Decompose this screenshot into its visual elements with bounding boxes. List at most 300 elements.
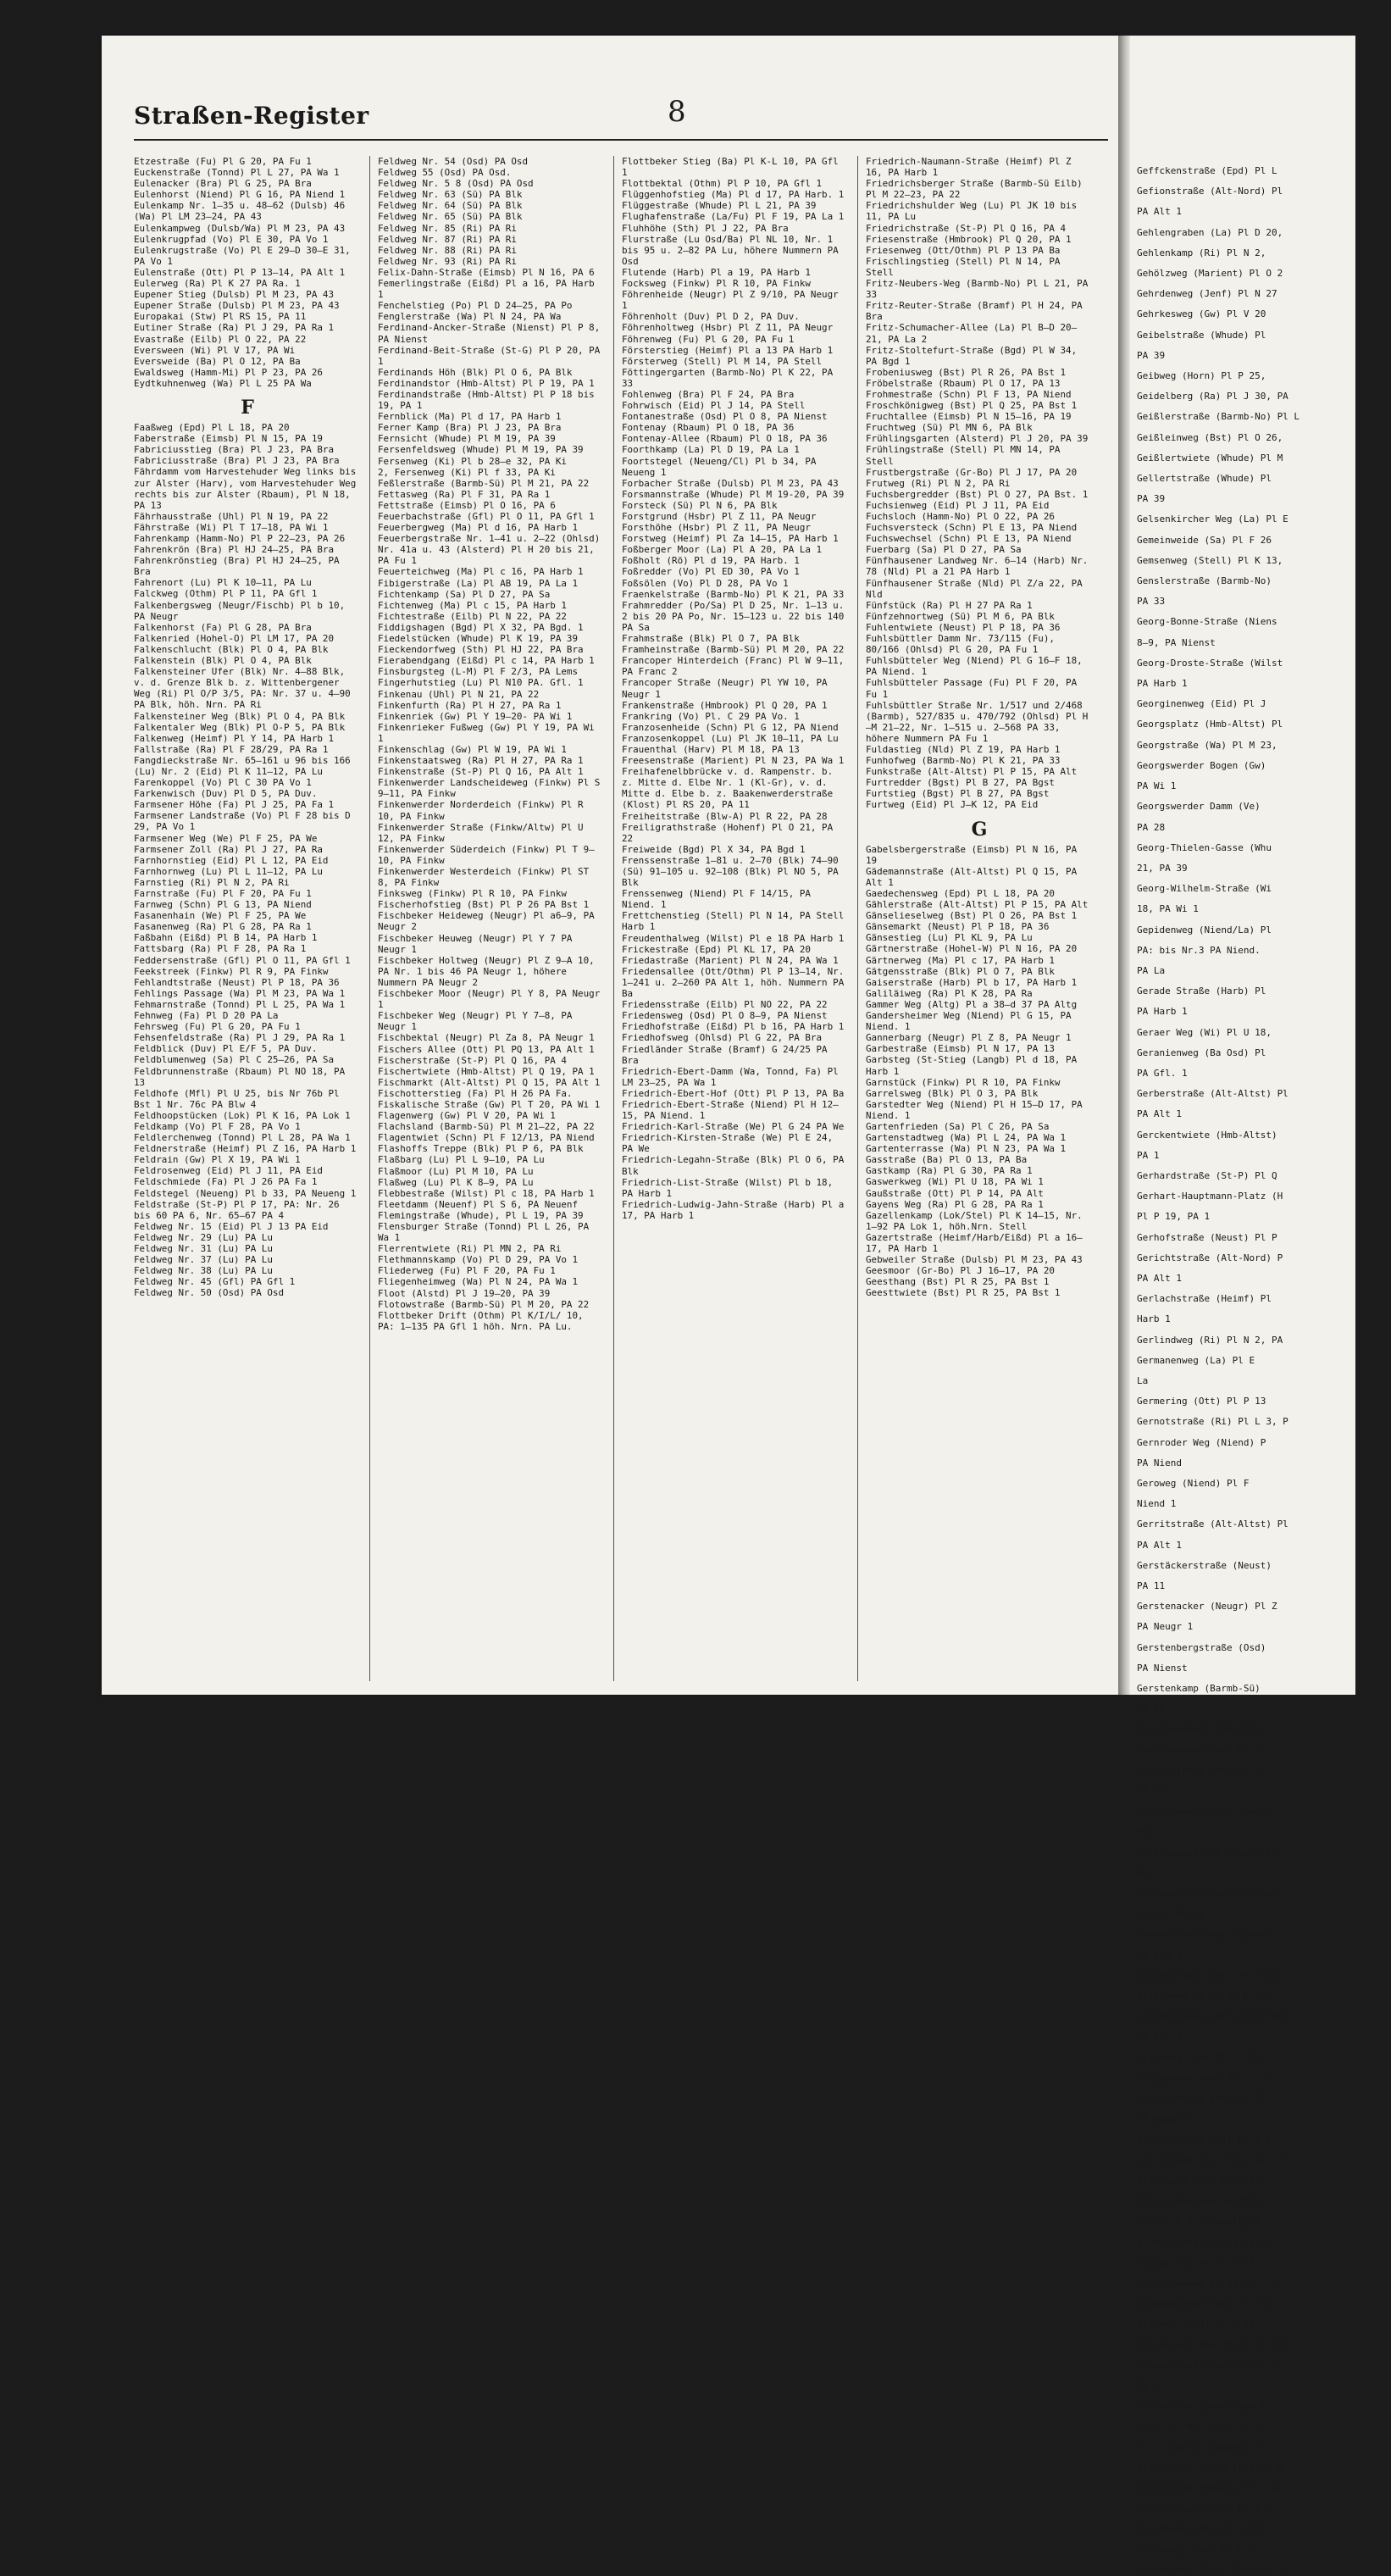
directory-entry: Eulerweg (Ra) Pl K 27 PA Ra. 1 bbox=[134, 278, 301, 290]
directory-entry: Harb 1 bbox=[1137, 1313, 1171, 1325]
directory-entry: Freiweide (Bgd) Pl X 34, PA Bgd 1 bbox=[622, 843, 806, 855]
directory-entry: Gänsestieg (Lu) Pl KL 9, PA Lu bbox=[866, 932, 1033, 944]
directory-entry: Geidelberg (Ra) Pl J 30, PA bbox=[1137, 391, 1288, 402]
directory-entry: Feldweg Nr. 15 (Eid) Pl J 13 PA Eid bbox=[134, 1220, 329, 1232]
directory-entry: Fritz-Schumacher-Allee (La) Pl B—D 20—21, PA La 2 bbox=[866, 322, 1078, 345]
directory-entry: Pl P 19, PA 1 bbox=[1137, 1211, 1211, 1223]
directory-entry: Fahrenkrön (Bra) Pl HJ 24—25, PA Bra bbox=[134, 544, 335, 556]
directory-entry: Gätgensstraße (Blk) Pl O 7, PA Blk bbox=[866, 965, 1055, 977]
directory-entry: Fehrsweg (Fu) Pl G 20, PA Fu 1 bbox=[134, 1021, 301, 1033]
directory-entry: Freudenthalweg (Wilst) Pl e 18 PA Harb 1 bbox=[622, 932, 845, 944]
directory-entry: Flottbeker Drift (Othm) Pl K/I/L/ 10, PA: 1—135 PA Gfl 1 höh. Nrn. PA Lu. bbox=[378, 1309, 584, 1332]
directory-entry: Farmsener Weg (We) Pl F 25, PA We bbox=[134, 832, 318, 844]
directory-entry: Finkenrieker Fußweg (Gw) Pl Y 19, PA Wi 1 bbox=[378, 721, 595, 744]
directory-entry: Georgswerder Damm (Ve) bbox=[1137, 801, 1261, 813]
directory-entry: Geroweg (Niend) Pl F bbox=[1137, 1478, 1250, 1489]
directory-entry: Gernotstraße (Ri) Pl L 3, P bbox=[1137, 1416, 1288, 1428]
directory-entry: Glindersweg (Bgd) Pl W 3 bbox=[1137, 2503, 1272, 2515]
directory-entry: PA: bis Nr.3 PA Niend. bbox=[1137, 944, 1261, 956]
directory-entry: Gasstraße (Ba) Pl O 13, PA Ba bbox=[866, 1154, 1028, 1166]
directory-entry: Friedrich-Ebert-Damm (Wa, Tonnd, Fa) Pl LM 23—25, PA Wa 1 bbox=[622, 1065, 839, 1088]
directory-entry: Feldrain (Gw) Pl X 19, PA Wi 1 bbox=[134, 1154, 301, 1166]
directory-entry: Falkenhorst (Fa) Pl G 28, PA Bra bbox=[134, 621, 312, 633]
directory-entry: Funhofweg (Barmb-No) Pl K 21, PA 33 bbox=[866, 755, 1061, 767]
directory-entry: Furtweg (Eid) Pl J—K 12, PA Eid bbox=[866, 799, 1039, 811]
directory-entry: Feldweg Nr. 93 (Ri) PA Ri bbox=[378, 255, 517, 267]
directory-entry: Gazertstraße (Heimf/Harb/Eißd) Pl a 16—17, PA Harb 1 bbox=[866, 1231, 1083, 1254]
directory-entry: Giselaweg (Fu) Pl F 19, bbox=[1137, 2174, 1266, 2186]
directory-entry: Eydtkuhnenweg (Wa) Pl L 25 PA Wa bbox=[134, 377, 312, 389]
directory-entry: Feldbrunnenstraße (Rbaum) Pl NO 18, PA 13 bbox=[134, 1065, 346, 1088]
directory-entry: Fliegenheimweg (Wa) Pl N 24, PA Wa 1 bbox=[378, 1276, 579, 1288]
directory-entry: Eupener Stieg (Dulsb) Pl M 23, PA 43 bbox=[134, 289, 335, 301]
directory-entry: Feldstraße (St-P) Pl P 17, PA: Nr. 26 bis 60 PA 6, Nr. 65—67 PA 4 bbox=[134, 1198, 340, 1221]
directory-entry: Fischers Allee (Ott) Pl PQ 13, PA Alt 1 bbox=[378, 1043, 595, 1055]
directory-entry: Friedrich-Legahn-Straße (Blk) Pl O 6, PA Blk bbox=[622, 1154, 845, 1177]
directory-entry: Farnhornweg (Lu) Pl L 11—12, PA Lu bbox=[134, 865, 323, 877]
directory-entry: Fischerstraße (St-P) Pl Q 16, PA 4 bbox=[378, 1054, 567, 1066]
directory-entry: Finkenwerder Norderdeich (Finkw) Pl R 10, PA Finkw bbox=[378, 799, 584, 822]
directory-entry: Framheinstraße (Barmb-Sü) Pl M 20, PA 22 bbox=[622, 644, 845, 656]
directory-entry: Feuerbergstraße Nr. 1—41 u. 2—22 (Ohlsd) Nr. 41a u. 43 (Alsterd) Pl H 20 bis 21, PA Fu 1 bbox=[378, 533, 601, 567]
directory-entry: Gählerstraße (Alt-Altst) Pl P 15, PA Alt bbox=[866, 899, 1089, 911]
directory-entry: Finkenfurth (Ra) Pl H 27, PA Ra 1 bbox=[378, 699, 562, 711]
directory-entry: Falkenschlucht (Blk) Pl O 4, PA Blk bbox=[134, 643, 329, 655]
directory-entry: Falkenbergsweg (Neugr/Fischb) Pl b 10, PA Neugr bbox=[134, 599, 346, 622]
directory-entry: Fiddigshagen (Bgd) Pl X 32, PA Bgd. 1 bbox=[378, 621, 584, 633]
directory-entry: Gertrudenstraße (Hmb-Alts bbox=[1137, 1846, 1277, 1858]
directory-entry: Gärtnerstraße (Hohel-W) Pl N 16, PA 20 bbox=[866, 943, 1078, 955]
directory-entry: Georg-Wilhelm-Straße (Wi bbox=[1137, 883, 1272, 895]
directory-entry: Farnstraße (Fu) Pl F 20, PA Fu 1 bbox=[134, 888, 312, 899]
header-rule bbox=[134, 139, 1108, 141]
directory-entry: Fohrwisch (Eid) Pl J 14, PA Stell bbox=[622, 400, 806, 412]
directory-entry: Feldweg Nr. 64 (Sü) PA Blk bbox=[378, 200, 523, 212]
directory-entry: Friedrich-List-Straße (Wilst) Pl b 18, PA Harb 1 bbox=[622, 1176, 834, 1199]
directory-entry: PA Harb 1 bbox=[1137, 1006, 1188, 1018]
directory-entry: Gartenstadtweg (Wa) Pl L 24, PA Wa 1 bbox=[866, 1132, 1067, 1144]
directory-entry: Feldweg Nr. 54 (Osd) PA Osd bbox=[378, 156, 529, 167]
directory-entry: Friedrich-Ebert-Hof (Ott) Pl P 13, PA Ba bbox=[622, 1087, 845, 1099]
directory-entry: Gaußstraße (Ott) Pl P 14, PA Alt bbox=[866, 1187, 1044, 1199]
directory-entry: Friedensweg (Osd) Pl O 8—9, PA Nienst bbox=[622, 1010, 828, 1022]
directory-entry: Gildeweg (Sa) Pl. F 26 bbox=[1137, 2051, 1261, 2063]
directory-entry: Föhrenweg (Fu) Pl G 20, PA Fu 1 bbox=[622, 333, 795, 345]
directory-entry: Felix-Dahn-Straße (Eimsb) Pl N 16, PA 6 bbox=[378, 266, 595, 278]
directory-entry: Fröbelstraße (Rbaum) Pl O 17, PA 13 bbox=[866, 377, 1061, 389]
directory-entry: Fontenay (Rbaum) Pl O 18, PA 36 bbox=[622, 422, 795, 434]
directory-entry: straße (St-P) Pl P 17, bbox=[1137, 2257, 1261, 2268]
directory-entry: Georgswerder Bogen (Gw) bbox=[1137, 759, 1266, 771]
directory-entry: Flottbeker Stieg (Ba) Pl K-L 10, PA Gfl 1 bbox=[622, 156, 839, 179]
directory-entry: Feldweg Nr. 37 (Lu) PA Lu bbox=[134, 1254, 273, 1266]
directory-entry: Finkenwerder Landscheideweg (Finkw) Pl S 9—11, PA Finkw bbox=[378, 777, 601, 800]
directory-entry: Geißlertwiete (Whude) Pl M bbox=[1137, 452, 1283, 464]
page-fold bbox=[1118, 36, 1130, 1695]
directory-entry: Fersenfeldsweg (Whude) Pl M 19, PA 39 bbox=[378, 444, 584, 456]
directory-entry: Flagenwerg (Gw) Pl V 20, PA Wi 1 bbox=[378, 1110, 556, 1122]
directory-entry: Gerritstraße (Alt-Altst) Pl bbox=[1137, 1518, 1288, 1530]
directory-entry: Eulenkampweg (Dulsb/Wa) Pl M 23, PA 43 bbox=[134, 222, 346, 234]
directory-entry: PA La bbox=[1137, 964, 1166, 976]
directory-entry: Foßholt (Rö) Pl d 19, PA Harb. 1 bbox=[622, 555, 800, 567]
directory-entry: Feldweg Nr. 63 (Sü) PA Blk bbox=[378, 189, 523, 201]
directory-entry: Gehrdenweg (Jenf) Pl N 27 bbox=[1137, 288, 1277, 300]
directory-entry: Fehsenfeldstraße (Ra) Pl J 29, PA Ra 1 bbox=[134, 1032, 346, 1044]
directory-entry: Feldblumenweg (Sa) Pl C 25—26, PA Sa bbox=[134, 1054, 335, 1066]
directory-entry: Fuchsloch (Hamm-No) Pl O 22, PA 26 bbox=[866, 511, 1055, 522]
directory-entry: Fleetdamm (Neuenf) Pl S 6, PA Neuenf bbox=[378, 1198, 579, 1210]
directory-entry: Feldkamp (Vo) Pl F 28, PA Vo 1 bbox=[134, 1120, 301, 1132]
directory-entry: Fuchsversteck (Schn) Pl E 13, PA Niend bbox=[866, 522, 1078, 534]
directory-entry: Georgstraße (Wa) Pl M 23, bbox=[1137, 739, 1277, 751]
directory-entry: rechts b z Stevekingpl bbox=[1137, 2216, 1261, 2228]
directory-entry: Fontenay-Allee (Rbaum) Pl O 18, PA 36 bbox=[622, 433, 828, 445]
directory-entry: Glashüttenstraße (St-P) Pl bbox=[1137, 2359, 1283, 2371]
directory-entry: Fischbeker Weg (Neugr) Pl Y 7—8, PA Neugr 1 bbox=[378, 1010, 573, 1033]
column-divider bbox=[613, 156, 614, 1681]
column-2 bbox=[378, 156, 605, 1681]
directory-entry: Ginsterstieg (Ri) Pl N 2, bbox=[1137, 2134, 1277, 2146]
directory-entry: Fährstraße (Wi) Pl T 17—18, PA Wi 1 bbox=[134, 521, 329, 533]
directory-entry: Finksweg (Finkw) Pl R 10, PA Finkw bbox=[378, 888, 567, 900]
directory-entry: Friesenweg (Ott/Othm) Pl P 13 PA Ba bbox=[866, 244, 1061, 256]
directory-entry: Germering (Ott) Pl P 13 bbox=[1137, 1396, 1266, 1407]
directory-entry: Flüggestraße (Whude) Pl L 21, PA 39 bbox=[622, 200, 817, 212]
directory-entry: Glindkamp (Ra) Pl G 30 bbox=[1137, 2523, 1261, 2535]
directory-entry: Fuchsbergredder (Bst) Pl O 27, PA Bst. 1 bbox=[866, 488, 1089, 500]
directory-entry: Fuhlsbütteler Weg (Niend) Pl G 16—F 18, PA Niend. 1 bbox=[866, 655, 1083, 678]
directory-entry: PA Alt 1 bbox=[1137, 206, 1182, 218]
directory-entry: Gazellenkamp (Lok/Stel) Pl K 14—15, Nr. 1—92 PA Lok 1, höh.Nrn. Stell bbox=[866, 1209, 1083, 1232]
directory-entry: Feldweg Nr. 38 (Lu) PA Lu bbox=[134, 1265, 273, 1277]
directory-entry: Forsmannstraße (Whude) Pl M 19-20, PA 39 bbox=[622, 488, 845, 500]
directory-entry: Fuerbarg (Sa) Pl D 27, PA Sa bbox=[866, 544, 1022, 556]
directory-entry: Foßredder (Vo) Pl ED 30, PA Vo 1 bbox=[622, 566, 800, 578]
directory-entry: Geißlerstraße (Barmb-No) Pl L bbox=[1137, 411, 1300, 423]
directory-entry: PA Neugr 1 bbox=[1137, 1621, 1194, 1633]
directory-entry: Gerstenkamp (Barmb-Sü) bbox=[1137, 1683, 1261, 1695]
directory-entry: Gemsenweg (Stell) Pl K 13, bbox=[1137, 554, 1283, 566]
directory-entry: Friedhofsweg (Ohlsd) Pl G 22, PA Bra bbox=[622, 1032, 823, 1044]
directory-entry: Gernroder Weg (Niend) P bbox=[1137, 1436, 1266, 1448]
directory-entry: Fahrenkrönstieg (Bra) Pl HJ 24—25, PA Bra bbox=[134, 555, 340, 578]
directory-entry: Evastraße (Eilb) Pl O 22, PA 22 bbox=[134, 333, 307, 345]
directory-entry: Euckenstraße (Tonnd) Pl L 27, PA Wa 1 bbox=[134, 167, 340, 179]
directory-entry: Gilberstraße (Alt-Altst/Sül bbox=[1137, 2011, 1288, 2023]
directory-entry: Fuhlsbütteler Passage (Fu) Pl F 20, PA Fu 1 bbox=[866, 677, 1078, 700]
directory-entry: Fischbeker Holtweg (Neugr) Pl Z 9—A 10, PA Nr. 1 bis 46 PA Neugr 1, höhere Nummern PA Neugr 2 bbox=[378, 954, 595, 988]
directory-entry: Fahrenkamp (Hamm-No) Pl P 22—23, PA 26 bbox=[134, 533, 346, 544]
directory-entry: Focksweg (Finkw) Pl R 10, PA Finkw bbox=[622, 278, 811, 290]
directory-entry: Fichtenkamp (Sa) Pl D 27, PA Sa bbox=[378, 588, 551, 600]
directory-entry: Fieckendorfweg (Sth) Pl HJ 22, PA Bra bbox=[378, 644, 584, 656]
directory-entry: Georg-Droste-Straße (Wilst bbox=[1137, 657, 1283, 669]
directory-entry: Fluhhöhe (Sth) Pl J 22, PA Bra bbox=[622, 222, 789, 234]
directory-entry: Geesmoor (Gr-Bo) Pl J 16—17, PA 20 bbox=[866, 1265, 1055, 1277]
directory-entry: Eulenhorst (Niend) Pl G 16, PA Niend 1 bbox=[134, 189, 346, 201]
directory-entry: Fünfhausener Straße (Nld) Pl Z/a 22, PA Nld bbox=[866, 577, 1083, 600]
directory-entry: Friedensallee (Ott/Othm) Pl P 13—14, Nr. 1—241 u. 2—260 PA Alt 1, höh. Nummern PA Ba bbox=[622, 965, 845, 1000]
directory-entry: Geißleinweg (Bst) Pl O 26, bbox=[1137, 431, 1283, 443]
directory-entry: Gelsenkircher Weg (La) Pl E bbox=[1137, 514, 1288, 525]
directory-entry: PA Wi 1 bbox=[1137, 780, 1177, 792]
directory-entry: Funkstraße (Alt-Altst) Pl P 15, PA Alt bbox=[866, 766, 1078, 778]
directory-entry: Gefionstraße (Alt-Nord) Pl bbox=[1137, 186, 1283, 197]
directory-entry: PA Neugr 1 bbox=[1137, 2113, 1194, 2125]
directory-entry: Feuerteichweg (Ma) Pl c 16, PA Harb 1 bbox=[378, 566, 584, 578]
directory-entry: Fasanenhain (We) Pl F 25, PA We bbox=[134, 910, 307, 922]
directory-entry: Fiskalische Straße (Gw) Pl T 20, PA Wi 1 bbox=[378, 1098, 601, 1110]
directory-entry: Feldweg Nr. 85 (Ri) PA Ri bbox=[378, 222, 517, 234]
directory-entry: Gammer Weg (Altg) Pl a 38—d 37 PA Altg bbox=[866, 998, 1078, 1010]
directory-entry: Georg-Thielen-Gasse (Whu bbox=[1137, 841, 1272, 853]
directory-entry: Garbestraße (Eimsb) Pl N 17, PA 13 bbox=[866, 1043, 1055, 1055]
directory-entry: Forsthöhe (Hsbr) Pl Z 11, PA Neugr bbox=[622, 522, 811, 534]
directory-entry: Glasbergstraße (Bst) Pl P 2 bbox=[1137, 2339, 1288, 2351]
directory-entry: Farmsener Höhe (Fa) Pl J 25, PA Fa 1 bbox=[134, 799, 335, 811]
directory-entry: Gandersheimer Weg (Niend) Pl G 15, PA Niend. 1 bbox=[866, 1010, 1072, 1033]
directory-entry: Falkensteiner Weg (Blk) Pl O 4, PA Blk bbox=[134, 710, 346, 722]
directory-entry: Feldrosenweg (Eid) Pl J 11, PA Eid bbox=[134, 1165, 323, 1177]
directory-entry: Fünfstück (Ra) Pl H 27 PA Ra 1 bbox=[866, 599, 1033, 611]
directory-entry: Gartenterrasse (Wa) Pl N 23, PA Wa 1 bbox=[866, 1143, 1067, 1155]
directory-entry: Föhrenholt (Duv) Pl D 2, PA Duv. bbox=[622, 311, 800, 323]
directory-entry: Gerhart-Hauptmann-Platz (H bbox=[1137, 1191, 1283, 1202]
directory-entry: Fritz-Stoltefurt-Straße (Bgd) Pl W 34, PA Bgd 1 bbox=[866, 344, 1078, 367]
directory-entry: Farnweg (Schn) Pl G 13, PA Niend bbox=[134, 899, 312, 911]
directory-entry: Froschkönigweg (Bst) Pl Q 25, PA Bst 1 bbox=[866, 400, 1078, 412]
directory-entry: Finkenwerder Straße (Finkw/Altw) Pl U 12, PA Finkw bbox=[378, 821, 584, 844]
directory-entry: Frickestraße (Epd) Pl KL 17, PA 20 bbox=[622, 943, 811, 955]
directory-entry: Francoper Hinterdeich (Franc) Pl W 9—11, PA Franc 2 bbox=[622, 655, 845, 678]
directory-entry: Gaswerkweg (Wi) Pl U 18, PA Wi 1 bbox=[866, 1176, 1044, 1188]
directory-entry: Galiläiweg (Ra) Pl K 28, PA Ra bbox=[866, 987, 1033, 999]
directory-entry: Friedrich-Ludwig-Jahn-Straße (Harb) Pl a 17, PA Harb 1 bbox=[622, 1198, 845, 1221]
directory-entry: Friedrich-Karl-Straße (We) Pl G 24 PA We bbox=[622, 1121, 845, 1133]
directory-entry: Gehrkesweg (Gw) Pl V 20 bbox=[1137, 308, 1266, 320]
directory-entry: Geibelstraße (Whude) Pl bbox=[1137, 329, 1266, 341]
directory-entry: Fischbektal (Neugr) Pl Za 8, PA Neugr 1 bbox=[378, 1032, 595, 1044]
directory-entry: Falckweg (Othm) Pl P 11, PA Gfl 1 bbox=[134, 588, 318, 600]
directory-entry: Frutweg (Ri) Pl N 2, PA Ri bbox=[866, 477, 1011, 489]
directory-entry: Falkenweg (Heimf) Pl Y 14, PA Harb 1 bbox=[134, 732, 335, 744]
directory-page bbox=[102, 36, 1118, 1695]
directory-entry: Gänsemarkt (Neust) Pl P 18, PA 36 bbox=[866, 921, 1050, 933]
directory-entry: Ginsterheide (Neugr) Pl bbox=[1137, 2093, 1266, 2105]
directory-entry: Eulenkrugstraße (Vo) Pl E 29—D 30—E 31, PA Vo 1 bbox=[134, 244, 351, 267]
directory-entry: Falkensteiner Ufer (Blk) Nr. 4—88 Blk, v. d. Grenze Blk b. z. Wittenbergener Weg (Ri) Pl O/P 3/5, PA: Nr. 37 u. 4—90 PA Blk, höh. Nrn. PA Ri bbox=[134, 666, 351, 711]
directory-entry: Flaßweg (Lu) Pl K 8—9, PA Lu bbox=[378, 1176, 534, 1188]
directory-entry: Ferdinand-Ancker-Straße (Nienst) Pl P 8, PA Nienst bbox=[378, 322, 601, 345]
directory-entry: Farnstieg (Ri) Pl N 2, PA Ri bbox=[134, 876, 290, 888]
directory-entry: Gleisstieg (Neugr) Pl Y 9, bbox=[1137, 2482, 1283, 2494]
directory-entry: Fenglerstraße (Wa) Pl N 24, PA Wa bbox=[378, 311, 562, 323]
directory-entry: Gerichtstraße (Alt-Nord) P bbox=[1137, 1252, 1283, 1263]
directory-entry: Föhrenholtweg (Hsbr) Pl Z 11, PA Neugr bbox=[622, 322, 834, 334]
directory-entry: Fangdieckstraße Nr. 65—161 u 96 bis 166 (Lu) Nr. 2 (Eid) Pl K 11—12, PA Lu bbox=[134, 754, 351, 777]
directory-entry: Eversweide (Ba) Pl O 12, PA Ba bbox=[134, 355, 301, 367]
directory-entry: Gayens Weg (Ra) Pl G 28, PA Ra 1 bbox=[866, 1198, 1044, 1210]
directory-entry: PA 39 bbox=[1137, 1785, 1166, 1797]
directory-entry: Fabriciusstieg (Bra) Pl J 23, PA Bra bbox=[134, 444, 335, 456]
directory-entry: Gerckentwiete (Hmb-Altst) bbox=[1137, 1129, 1277, 1141]
directory-entry: Geffckenstraße (Epd) Pl L bbox=[1137, 165, 1277, 176]
directory-entry: PA Nienst bbox=[1137, 1662, 1188, 1674]
directory-entry: Ferdinands Höh (Blk) Pl O 6, PA Blk bbox=[378, 366, 573, 378]
directory-entry: Flachsland (Barmb-Sü) Pl M 21—22, PA 22 bbox=[378, 1121, 595, 1133]
directory-entry: Gerhardstraße (St-P) Pl Q bbox=[1137, 1169, 1277, 1181]
directory-entry: Gerstenacker (Neugr) Pl Z bbox=[1137, 1601, 1277, 1613]
directory-entry: Fallstraße (Ra) Pl F 28/29, PA Ra 1 bbox=[134, 743, 329, 755]
directory-entry: Finkenschlag (Gw) Pl W 19, PA Wi 1 bbox=[378, 743, 567, 755]
directory-entry: Gerlachstraße (Heimf) Pl bbox=[1137, 1293, 1272, 1305]
directory-entry: Feldhofe (Mfl) Pl U 25, bis Nr 76b Pl Bst 1 Nr. 76c PA Blw 4 bbox=[134, 1087, 340, 1110]
page-number: 8 bbox=[668, 95, 686, 129]
directory-entry: Genslerstraße (Barmb-No) bbox=[1137, 575, 1272, 587]
directory-entry: Farenkoppel (Vo) Pl C 30 PA Vo 1 bbox=[134, 777, 312, 789]
directory-entry: Friedensstraße (Eilb) Pl NO 22, PA 22 bbox=[622, 999, 828, 1011]
directory-entry: Gänselieselweg (Bst) Pl O 26, PA Bst 1 bbox=[866, 910, 1078, 922]
directory-entry: Ferdinandstor (Hmb-Altst) Pl P 19, PA 1 bbox=[378, 377, 595, 389]
directory-entry: Fehlings Passage (Wa) Pl M 23, PA Wa 1 bbox=[134, 987, 346, 999]
directory-entry: Falkentaler Weg (Blk) Pl O-P 5, PA Blk bbox=[134, 721, 346, 733]
directory-entry: Frettchenstieg (Stell) Pl N 14, PA Stell Harb 1 bbox=[622, 910, 845, 933]
directory-entry: Geschwister-Scholl-Straße bbox=[1137, 1888, 1277, 1900]
directory-entry: Ferner Kamp (Bra) Pl J 23, PA Bra bbox=[378, 422, 562, 434]
directory-entry: Friedhofstraße (Eißd) Pl b 16, PA Harb 1 bbox=[622, 1021, 845, 1033]
directory-entry: Faaßweg (Epd) Pl L 18, PA 20 bbox=[134, 422, 290, 434]
directory-entry: Farnhornstieg (Eid) Pl L 12, PA Eid bbox=[134, 854, 329, 866]
directory-entry: Gertigstraße (Whude) Pl bbox=[1137, 1764, 1266, 1776]
directory-entry: Fischmarkt (Alt-Altst) Pl Q 15, PA Alt 1 bbox=[378, 1076, 601, 1088]
directory-entry: Fischertwiete (Hmb-Altst) Pl Q 19, PA 1 bbox=[378, 1065, 595, 1077]
directory-entry: Feldhoopstücken (Lok) Pl K 16, PA Lok 1 bbox=[134, 1109, 351, 1121]
directory-entry: Feßlerstraße (Barmb-Sü) Pl M 21, PA 22 bbox=[378, 477, 590, 489]
directory-entry: Fuhlentwiete (Neust) Pl P 18, PA 36 bbox=[866, 621, 1061, 633]
directory-entry: Freihafenelbbrücke v. d. Rampenstr. b. z. Mitte d. Elbe Nr. 1 (Kl-Gr), v. d. Mitte d. Elbe b. z. Baakenwerderstraße (Klost) Pl RS 20, PA 11 bbox=[622, 766, 834, 811]
directory-entry: PA Alt 1 bbox=[1137, 1108, 1182, 1120]
directory-entry: Feldweg Nr. 65 (Sü) PA Blk bbox=[378, 211, 523, 223]
directory-entry: Friesenstraße (Hmbrook) Pl Q 20, PA 1 bbox=[866, 233, 1072, 245]
directory-entry: Feldweg Nr. 5 8 (Osd) PA Osd bbox=[378, 178, 534, 190]
directory-entry: Gerade Straße (Harb) Pl bbox=[1137, 985, 1266, 997]
directory-entry: Glacischaussee von Mil bbox=[1137, 2196, 1261, 2207]
directory-entry: Geesthang (Bst) Pl R 25, PA Bst 1 bbox=[866, 1276, 1050, 1288]
directory-entry: Fiedelstücken (Whude) Pl K 19, PA 39 bbox=[378, 633, 579, 645]
directory-entry: Försterstieg (Heimf) Pl a 13 PA Harb 1 bbox=[622, 344, 834, 356]
directory-entry: Freiligrathstraße (Hohenf) Pl O 21, PA 22 bbox=[622, 821, 834, 844]
directory-entry: Frauenthal (Harv) Pl M 18, PA 13 bbox=[622, 743, 800, 755]
directory-entry: Friedrichstraße (St-P) Pl Q 16, PA 4 bbox=[866, 222, 1067, 234]
directory-entry: Garrelsweg (Blk) Pl O 3, PA Blk bbox=[866, 1087, 1039, 1099]
directory-entry: Geesttwiete (Bst) Pl R 25, PA Bst 1 bbox=[866, 1287, 1061, 1299]
directory-entry: Fuhlsbüttler Damm Nr. 73/115 (Fu), 80/166 (Ohlsd) Pl G 20, PA Fu 1 bbox=[866, 633, 1055, 656]
directory-entry: Fritz-Reuter-Straße (Bramf) Pl H 24, PA Bra bbox=[866, 300, 1083, 323]
directory-entry: Girlitzweg (Lu) Pl J 11, P bbox=[1137, 2154, 1283, 2166]
directory-entry: Gerberstraße (Alt-Altst) Pl bbox=[1137, 1088, 1288, 1100]
directory-entry: Glashütter Stieg (Hu) Pl B bbox=[1137, 2462, 1283, 2473]
column-divider bbox=[369, 156, 370, 1681]
directory-entry: Femerlingstraße (Eißd) Pl a 16, PA Harb 1 bbox=[378, 278, 595, 301]
directory-entry: Finkenwerder Westerdeich (Finkw) Pl ST 8, PA Finkw bbox=[378, 866, 590, 889]
directory-entry: Giesestraße (Gfl) Pl O 11— bbox=[1137, 1969, 1283, 1981]
directory-entry: Fischbeker Heuweg (Neugr) Pl Y 7 PA Neugr 1 bbox=[378, 932, 573, 955]
directory-entry: Gehlenkamp (Ri) Pl N 2, bbox=[1137, 247, 1266, 258]
directory-entry: Niend 1 bbox=[1137, 1498, 1177, 1510]
directory-entry: PA Bgd 1 bbox=[1137, 1949, 1182, 1961]
directory-entry: Garbsteg (St-Stieg (Langb) Pl d 18, PA Harb 1 bbox=[866, 1054, 1078, 1077]
directory-entry: Geibweg (Horn) Pl P 25, bbox=[1137, 370, 1266, 382]
directory-entry: PA 28 bbox=[1137, 821, 1166, 833]
directory-entry: Fehmarnstraße (Tonnd) Pl L 25, PA Wa 1 bbox=[134, 998, 346, 1010]
directory-entry: Fischbeker Moor (Neugr) Pl Y 8, PA Neugr 1 bbox=[378, 988, 601, 1011]
directory-entry: Gerstenwiese (Ra) Pl H bbox=[1137, 1744, 1261, 1756]
directory-entry: Feekstreek (Finkw) Pl R 9, PA Finkw bbox=[134, 965, 329, 977]
directory-entry: Eulenkamp Nr. 1—35 u. 48—62 (Dulsb) 46 (Wa) Pl LM 23—24, PA 43 bbox=[134, 200, 346, 223]
directory-entry: Frenssenweg (Niend) Pl F 14/15, PA Niend. 1 bbox=[622, 888, 811, 911]
directory-entry: Gertrudenkirchhof (Hmb-A bbox=[1137, 1806, 1272, 1818]
directory-entry: Glindweg (Osd) Pl L-M bbox=[1137, 2544, 1255, 2556]
directory-entry: Föttingergarten (Barmb-No) Pl K 22, PA 33 bbox=[622, 366, 834, 389]
directory-entry: Farmsener Landstraße (Vo) Pl F 28 bis D 29, PA Vo 1 bbox=[134, 810, 351, 833]
directory-entry: Fliederweg (Fu) Pl F 20, PA Fu 1 bbox=[378, 1265, 556, 1277]
directory-entry: Feddersenstraße (Gfl) Pl O 11, PA Gfl 1 bbox=[134, 954, 351, 966]
directory-entry: Fahrenort (Lu) Pl K 10—11, PA Lu bbox=[134, 577, 312, 589]
directory-entry: Georgsplatz (Hmb-Altst) Pl bbox=[1137, 719, 1283, 730]
directory-entry: Finkenstraße (St-P) Pl Q 16, PA Alt 1 bbox=[378, 766, 584, 778]
directory-entry: Furtstieg (Bgst) Pl B 27, PA Bgst bbox=[866, 788, 1050, 800]
directory-entry: Gerhofstraße (Neust) Pl P bbox=[1137, 1231, 1277, 1243]
directory-entry: PA Alt 1 bbox=[1137, 1272, 1182, 1284]
directory-entry: Frohmestraße (Schn) Pl F 13, PA Niend bbox=[866, 388, 1072, 400]
directory-entry: Gastkamp (Ra) Pl G 30, PA Ra 1 bbox=[866, 1165, 1033, 1177]
directory-entry: Fibigerstraße (La) Pl AB 19, PA La 1 bbox=[378, 577, 579, 589]
directory-entry: Flutende (Harb) Pl a 19, PA Harb 1 bbox=[622, 266, 811, 278]
directory-entry: Flottbektal (Othm) Pl P 10, PA Gfl 1 bbox=[622, 178, 823, 190]
directory-entry: PA 39 bbox=[1137, 493, 1166, 505]
directory-entry: 8—9, PA Nienst bbox=[1137, 636, 1216, 648]
directory-entry: Geranienweg (Ba Osd) Pl bbox=[1137, 1046, 1266, 1058]
directory-entry: Gellertstraße (Whude) Pl bbox=[1137, 473, 1272, 485]
directory-entry: Fenchelstieg (Po) Pl D 24—25, PA Po bbox=[378, 300, 573, 312]
directory-entry: Fettstraße (Eimsb) Pl O 16, PA 6 bbox=[378, 499, 556, 511]
directory-entry: Faberstraße (Eimsb) Pl N 15, PA 19 bbox=[134, 433, 323, 445]
directory-entry: PA 1 bbox=[1137, 1826, 1160, 1838]
directory-entry: Flüggenhofstieg (Ma) Pl d 17, PA Harb. 1 bbox=[622, 189, 845, 201]
directory-entry: Eutiner Straße (Ra) Pl J 29, PA Ra 1 bbox=[134, 322, 335, 334]
directory-entry: Georginenweg (Eid) Pl J bbox=[1137, 698, 1266, 710]
directory-entry: Glaßweg (Bgd) Pl X 33 bbox=[1137, 2318, 1255, 2330]
directory-entry: Forsteck (Sü) Pl N 6, PA Blk bbox=[622, 499, 778, 511]
directory-entry: Feldweg Nr. 87 (Ri) PA Ri bbox=[378, 233, 517, 245]
directory-entry: Georg-Bonne-Straße (Niens bbox=[1137, 616, 1277, 628]
directory-entry: Finkenstaatsweg (Ra) Pl H 27, PA Ra 1 bbox=[378, 755, 584, 767]
directory-entry: Glashütter Landstraße ( bbox=[1137, 2401, 1266, 2412]
directory-entry: Feldweg 55 (Osd) PA Osd. bbox=[378, 167, 512, 179]
directory-entry: Ferdinand-Beit-Straße (St-G) Pl P 20, PA 1 bbox=[378, 344, 601, 367]
directory-entry: Eupener Straße (Dulsb) Pl M 23, PA 43 bbox=[134, 300, 340, 312]
section-letter: G bbox=[971, 818, 988, 841]
directory-entry: Frühlingstraße (Stell) Pl MN 14, PA Stell bbox=[866, 444, 1061, 467]
directory-entry: Fuchsienweg (Eid) Pl J 11, PA Eid bbox=[866, 499, 1050, 511]
directory-entry: Foorthkamp (La) Pl D 19, PA La 1 bbox=[622, 444, 800, 456]
directory-entry: La bbox=[1137, 1374, 1149, 1386]
directory-entry: PA 1 bbox=[1137, 1149, 1160, 1161]
directory-entry: Fichtenweg (Ma) Pl c 15, PA Harb 1 bbox=[378, 599, 567, 611]
directory-entry: Gerstäckerstraße (Neust) bbox=[1137, 1559, 1272, 1571]
directory-entry: Fehlandtstraße (Neust) Pl P 18, PA 36 bbox=[134, 976, 340, 988]
